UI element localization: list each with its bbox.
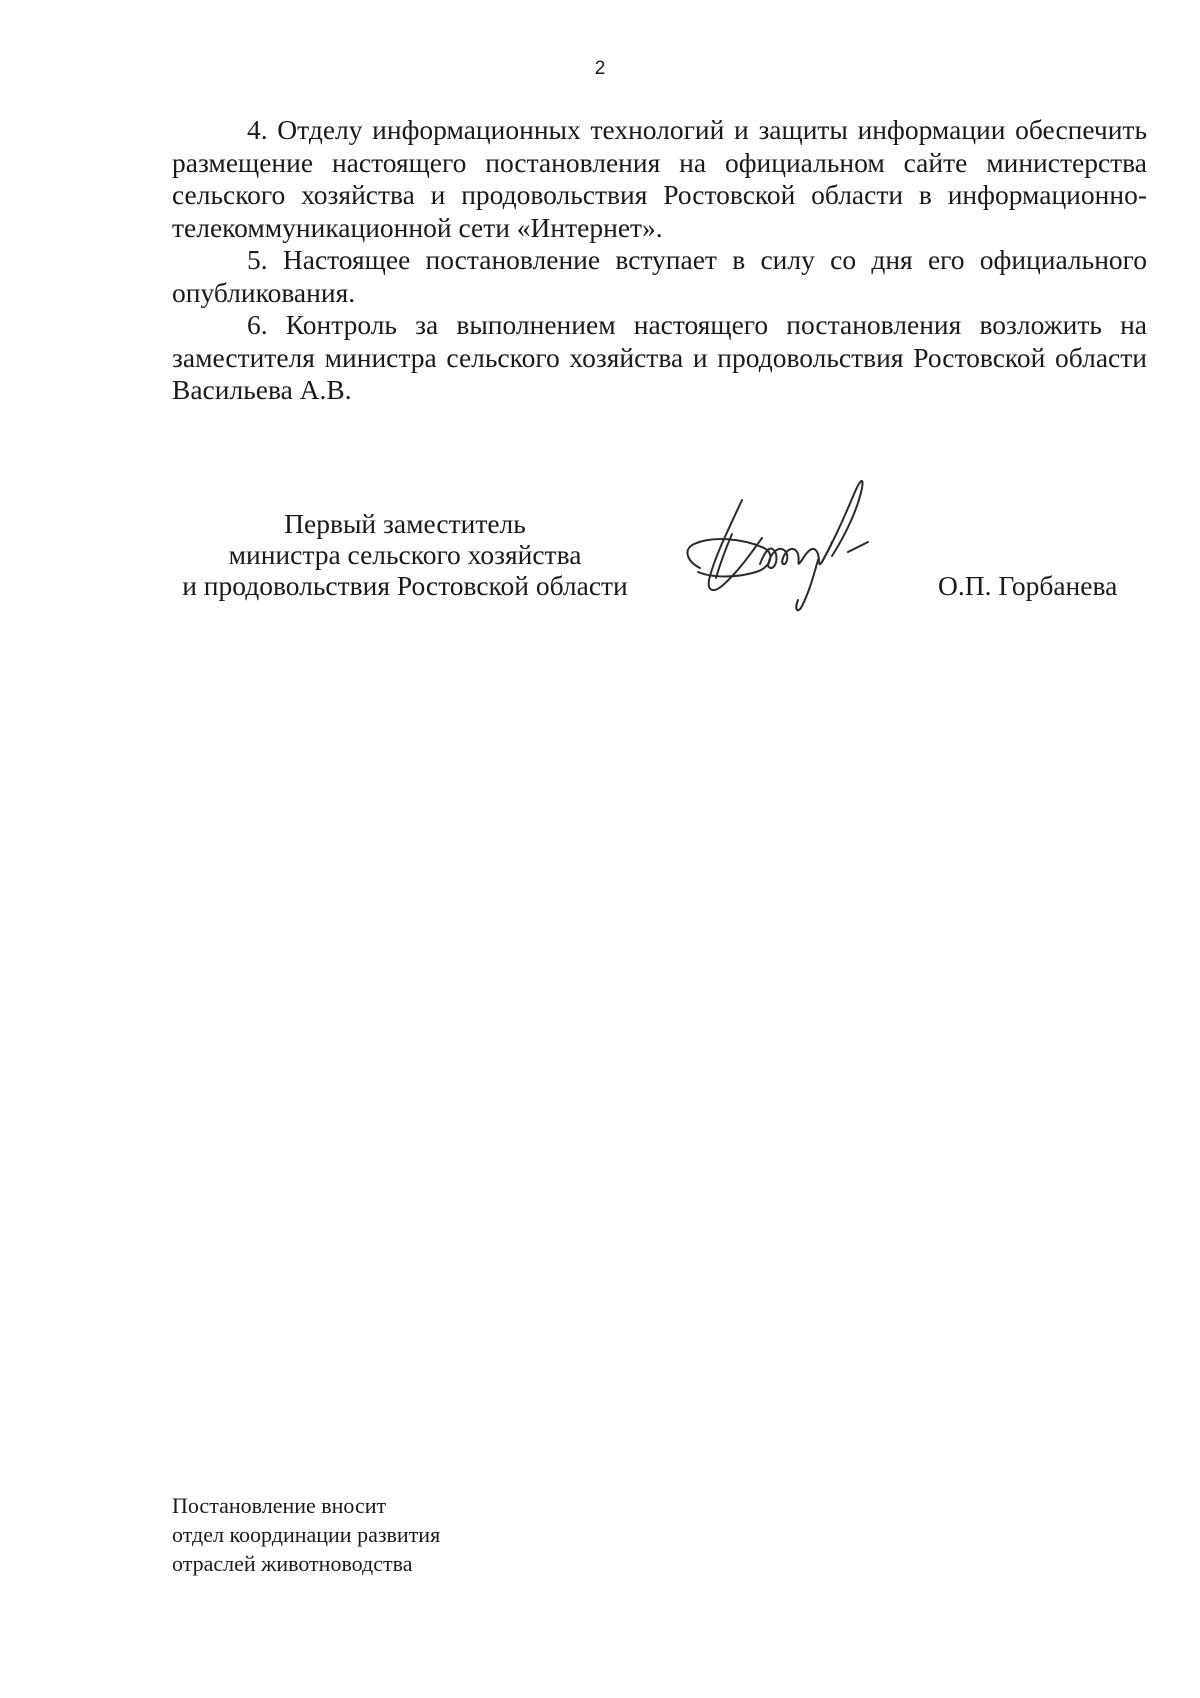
signatory-title-line: Первый заместитель — [284, 508, 526, 539]
signatory-title-line: министра сельского хозяйства — [228, 539, 582, 570]
paragraph-item-6: 6. Контроль за выполнением настоящего постановления возложить на заместителя министра сельского хозяйства и продовольствия Ростовской области Васильева А.В. — [172, 309, 1147, 405]
signatory-title — [170, 508, 640, 601]
footer-note-line: отдел координации развития — [172, 1522, 441, 1547]
page-number: 2 — [594, 58, 606, 79]
document-body — [172, 114, 1147, 407]
handwritten-signature-icon — [672, 468, 892, 618]
paragraph-item-4: 4. Отделу информационных технологий и защиты информации обеспечить размещение настоящего постановления на официальном сайте министерства сельского хозяйства и продовольствия Ростовской области в информационно-телекоммуникационной сети «Интернет». — [172, 114, 1147, 243]
footer-note-line: Постановление вносит — [172, 1493, 387, 1518]
paragraph-item-5: 5. Настоящее постановление вступает в силу со дня его официального опубликования. — [172, 244, 1147, 308]
signatory-name: О.П. Горбанева — [938, 570, 1118, 601]
footer-note — [172, 1491, 440, 1578]
signatory-title-line: и продовольствия Ростовской области — [182, 570, 628, 601]
footer-note-line: отраслей животноводства — [172, 1551, 413, 1576]
